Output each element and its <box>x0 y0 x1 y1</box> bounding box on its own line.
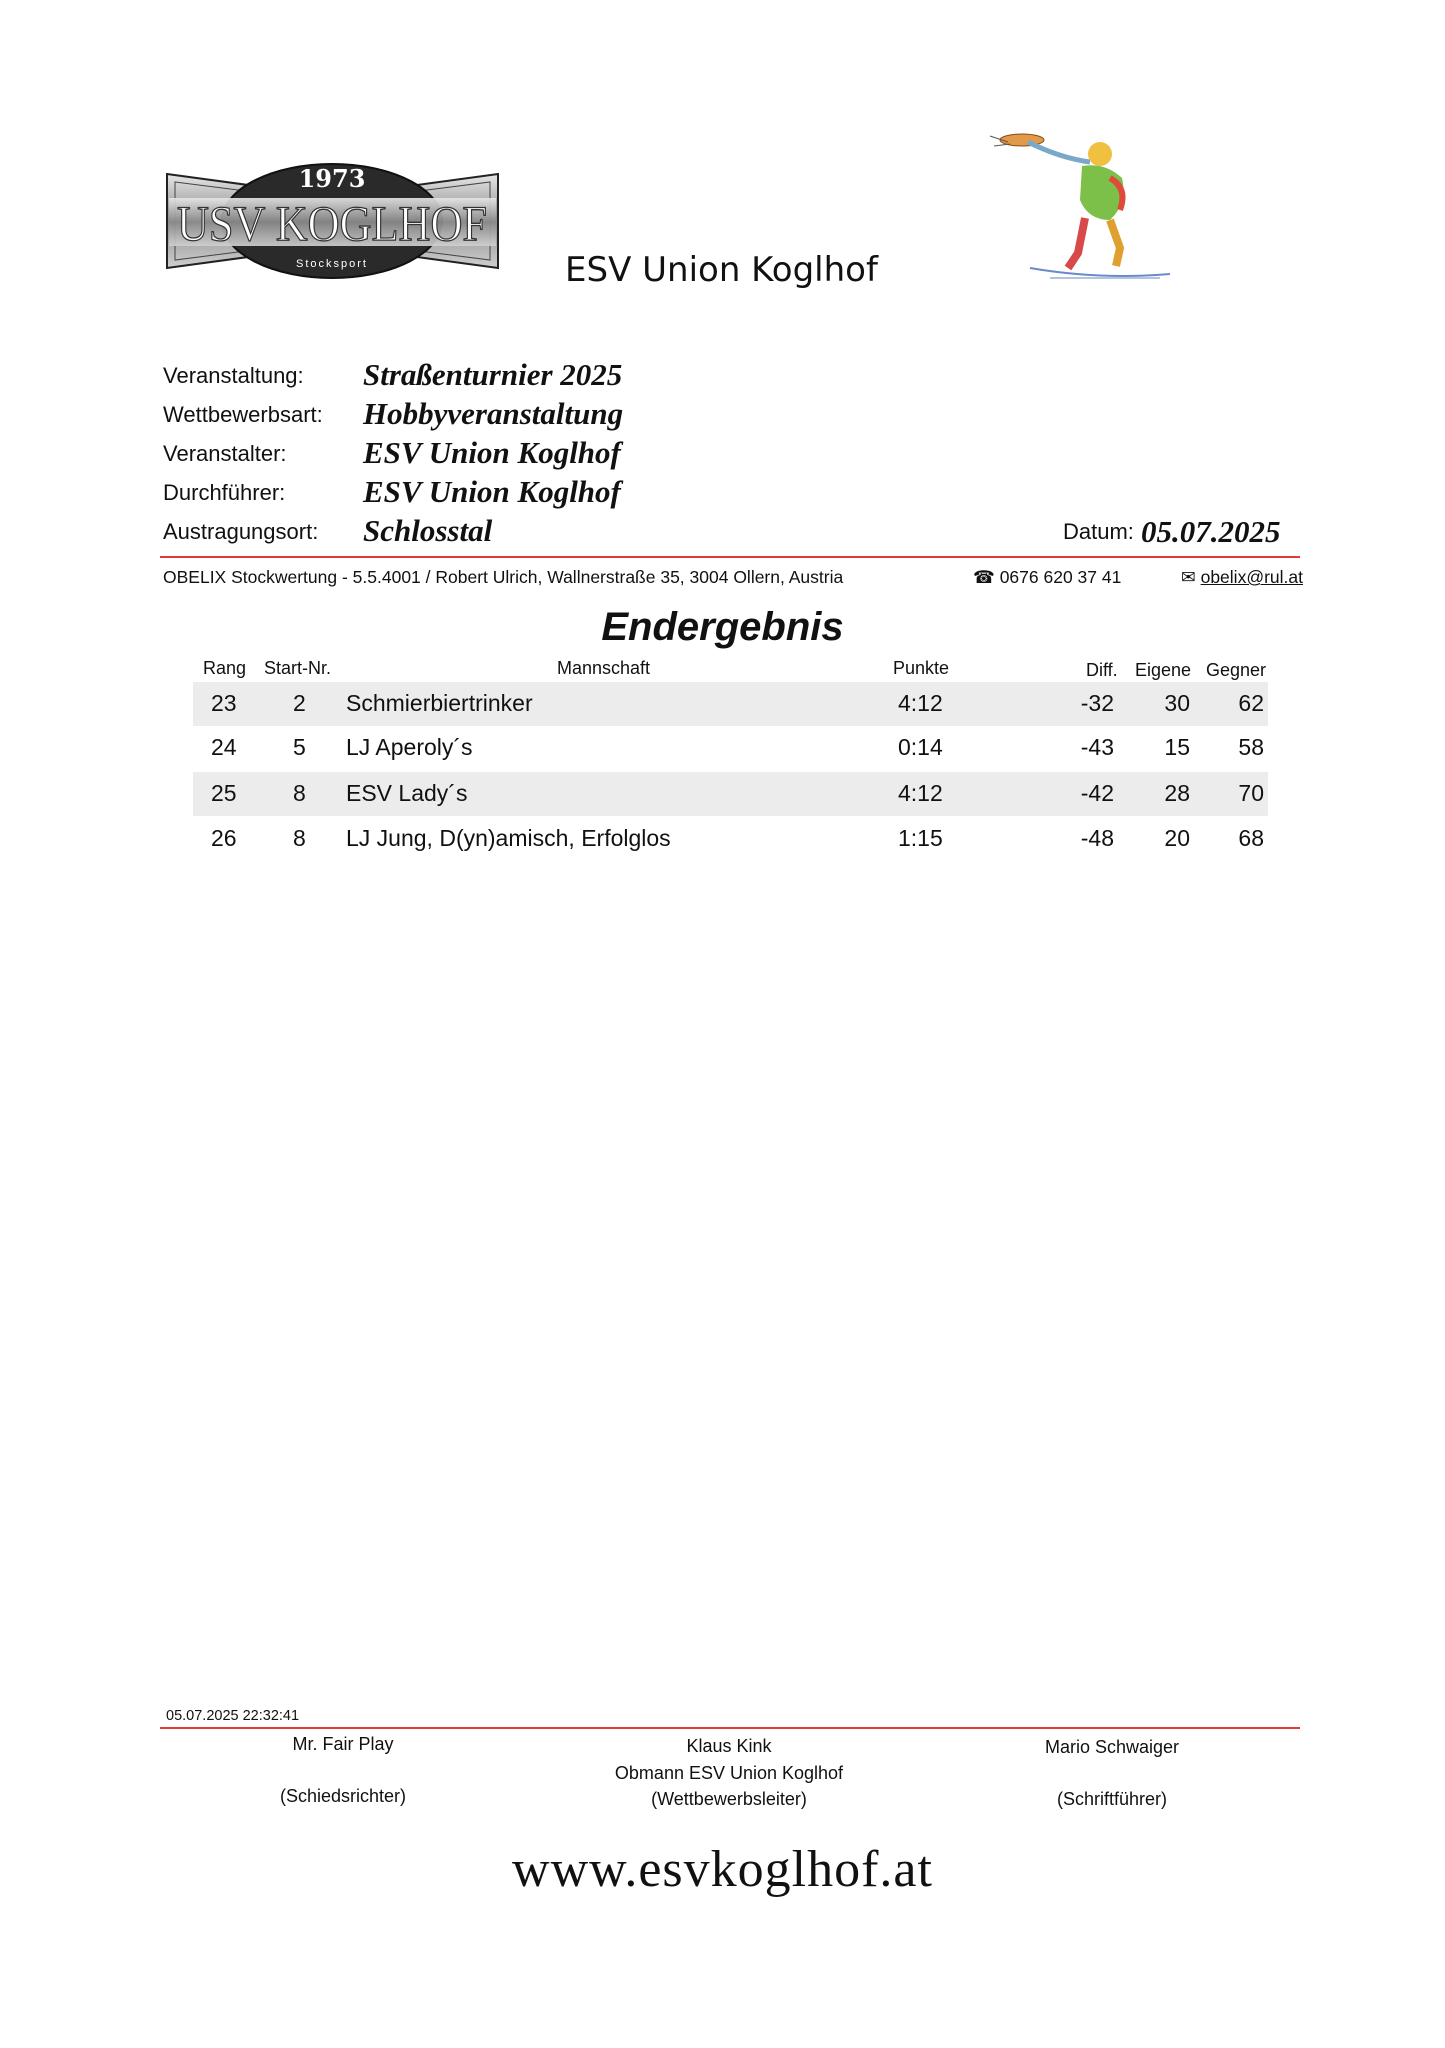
cell-punkte: 0:14 <box>898 734 943 760</box>
column-header-gegner: Gegner <box>1206 660 1267 680</box>
info-row-durchfuehrer <box>163 473 1303 512</box>
label-wettbewerbsart: Wettbewerbsart: <box>163 402 323 427</box>
cell-punkte: 4:12 <box>898 690 943 716</box>
label-austragungsort: Austragungsort: <box>163 519 319 544</box>
cell-rang: 23 <box>211 690 237 716</box>
cell-startnr: 8 <box>293 825 306 851</box>
signature-secretary-role: (Schriftführer) <box>1056 1789 1168 1809</box>
cell-mannschaft: LJ Aperoly´s <box>346 734 473 760</box>
phone-contact <box>973 567 1121 588</box>
results-title: Endergebnis <box>601 605 844 649</box>
logo-name: USV KOGLHOF <box>177 195 487 251</box>
divider-top <box>160 556 1300 558</box>
website-url[interactable]: www.esvkoglhof.at <box>512 1841 933 1898</box>
column-header-punkte: Punkte <box>893 658 950 678</box>
stocksport-player-illustration <box>970 128 1185 283</box>
value-durchfuehrer: ESV Union Koglhof <box>363 474 621 509</box>
cell-eigene: 20 <box>1164 825 1190 851</box>
club-title: ESV Union Koglhof <box>565 250 878 290</box>
column-header-diff: Diff. <box>1086 660 1118 680</box>
cell-gegner: 62 <box>1238 690 1264 716</box>
signature-secretary-name: Mario Schwaiger <box>1044 1737 1180 1757</box>
cell-punkte: 1:15 <box>898 825 943 851</box>
cell-diff: -43 <box>1080 734 1114 760</box>
cell-rang: 26 <box>211 825 237 851</box>
signature-leader-title: Obmann ESV Union Koglhof <box>614 1763 844 1783</box>
signature-referee-name: Mr. Fair Play <box>292 1734 394 1754</box>
telephone-icon: ☎ <box>973 567 995 587</box>
cell-gegner: 70 <box>1238 780 1264 806</box>
value-veranstalter: ESV Union Koglhof <box>363 435 621 470</box>
cell-gegner: 68 <box>1238 825 1264 851</box>
email-address[interactable]: obelix@rul.at <box>1200 567 1303 587</box>
cell-gegner: 58 <box>1238 734 1264 760</box>
cell-eigene: 15 <box>1164 734 1190 760</box>
cell-eigene: 28 <box>1164 780 1190 806</box>
value-wettbewerbsart: Hobbyveranstaltung <box>363 396 624 431</box>
column-header-eigene: Eigene <box>1135 660 1192 680</box>
info-row-wettbewerbsart <box>163 395 1303 434</box>
logo-subtitle: Stocksport <box>296 258 368 270</box>
event-info <box>163 356 1303 551</box>
info-row-veranstaltung <box>163 356 1303 395</box>
label-veranstalter: Veranstalter: <box>163 441 287 466</box>
email-contact[interactable] <box>1181 567 1303 588</box>
club-logo <box>165 162 500 280</box>
value-austragungsort: Schlosstal <box>363 513 493 548</box>
cell-startnr: 2 <box>293 690 306 716</box>
info-row-austragungsort <box>163 512 1303 551</box>
signature-leader-name: Klaus Kink <box>686 1736 772 1756</box>
label-datum: Datum: <box>1063 519 1134 544</box>
info-row-veranstalter <box>163 434 1303 473</box>
cell-eigene: 30 <box>1164 690 1190 716</box>
cell-rang: 25 <box>211 780 237 806</box>
logo-year: 1973 <box>298 164 366 193</box>
software-line: OBELIX Stockwertung - 5.5.4001 / Robert Ulrich, Wallnerstraße 35, 3004 Ollern, Austria <box>163 567 844 587</box>
phone-number: 0676 620 37 41 <box>999 567 1122 587</box>
cell-startnr: 5 <box>293 734 306 760</box>
cell-mannschaft: ESV Lady´s <box>346 780 468 806</box>
cell-mannschaft: LJ Jung, D(yn)amisch, Erfolglos <box>346 825 671 851</box>
envelope-icon: ✉ <box>1181 567 1196 587</box>
print-timestamp: 05.07.2025 22:32:41 <box>166 1708 300 1724</box>
cell-diff: -32 <box>1080 690 1114 716</box>
signature-leader-role: (Wettbewerbsleiter) <box>651 1789 807 1809</box>
cell-rang: 24 <box>211 734 237 760</box>
label-durchfuehrer: Durchführer: <box>163 480 286 505</box>
column-header-startnr: Start-Nr. <box>264 658 332 678</box>
divider-bottom <box>160 1727 1300 1729</box>
cell-mannschaft: Schmierbiertrinker <box>346 690 533 716</box>
cell-startnr: 8 <box>293 780 306 806</box>
cell-diff: -48 <box>1080 825 1114 851</box>
signature-referee-role: (Schiedsrichter) <box>279 1786 407 1806</box>
column-header-rang: Rang <box>203 658 247 678</box>
label-veranstaltung: Veranstaltung: <box>163 363 304 388</box>
value-datum: 05.07.2025 <box>1141 514 1281 549</box>
column-header-mannschaft: Mannschaft <box>557 658 651 678</box>
cell-diff: -42 <box>1080 780 1114 806</box>
cell-punkte: 4:12 <box>898 780 943 806</box>
value-veranstaltung: Straßenturnier 2025 <box>363 357 623 392</box>
software-credit <box>163 567 1303 588</box>
